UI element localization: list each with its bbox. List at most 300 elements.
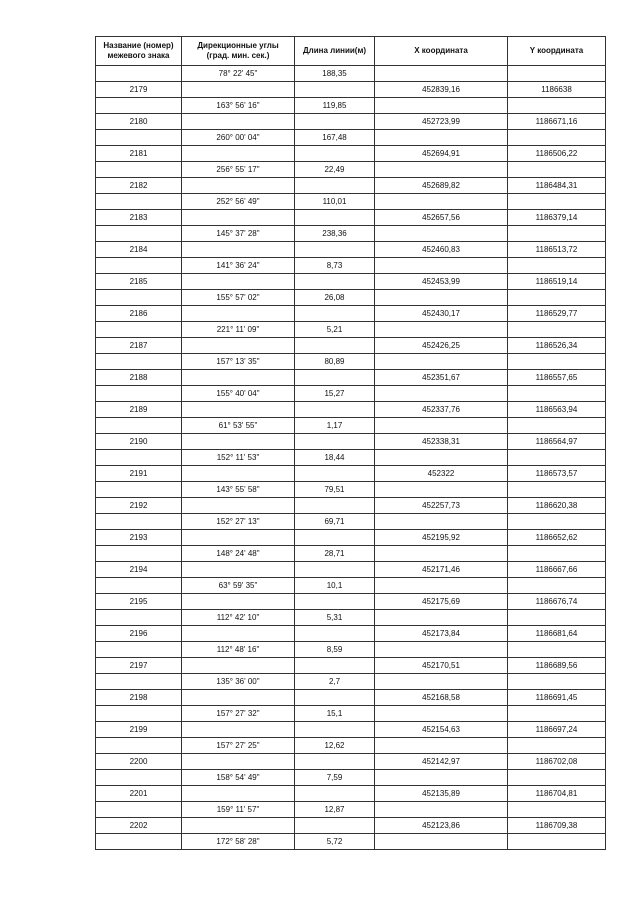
empty-cell (295, 146, 375, 162)
empty-cell (295, 210, 375, 226)
table-row (96, 594, 606, 610)
empty-cell (508, 578, 606, 594)
direction-angle: 157° 27' 32" (182, 706, 295, 722)
header-point-name-line2: межевого знака (107, 51, 170, 60)
empty-cell (375, 674, 508, 690)
x-coordinate: 452839,16 (375, 82, 508, 98)
line-length: 5,31 (295, 610, 375, 626)
empty-cell (295, 594, 375, 610)
empty-cell (295, 466, 375, 482)
direction-angle: 152° 27' 13" (182, 514, 295, 530)
empty-cell (96, 674, 182, 690)
y-coordinate: 1186704,81 (508, 786, 606, 802)
empty-cell (96, 354, 182, 370)
line-length: 22,49 (295, 162, 375, 178)
y-coordinate: 1186519,14 (508, 274, 606, 290)
direction-angle: 135° 36' 00" (182, 674, 295, 690)
table-row (96, 82, 606, 98)
empty-cell (295, 114, 375, 130)
empty-cell (375, 66, 508, 82)
line-length: 5,21 (295, 322, 375, 338)
point-name: 2181 (96, 146, 182, 162)
empty-cell (375, 130, 508, 146)
empty-cell (96, 98, 182, 114)
y-coordinate: 1186620,38 (508, 498, 606, 514)
empty-cell (96, 226, 182, 242)
empty-cell (375, 354, 508, 370)
direction-angle: 158° 54' 49" (182, 770, 295, 786)
table-row (96, 194, 606, 210)
empty-cell (182, 818, 295, 834)
line-length: 188,35 (295, 66, 375, 82)
line-length: 8,59 (295, 642, 375, 658)
empty-cell (508, 194, 606, 210)
empty-cell (182, 274, 295, 290)
table-row (96, 226, 606, 242)
empty-cell (508, 66, 606, 82)
empty-cell (96, 194, 182, 210)
empty-cell (508, 258, 606, 274)
table-row (96, 450, 606, 466)
x-coordinate: 452195,92 (375, 530, 508, 546)
direction-angle: 112° 48' 16" (182, 642, 295, 658)
empty-cell (375, 642, 508, 658)
empty-cell (295, 274, 375, 290)
table-row (96, 418, 606, 434)
table-row (96, 642, 606, 658)
table-row (96, 786, 606, 802)
table-row (96, 162, 606, 178)
line-length: 110,01 (295, 194, 375, 210)
y-coordinate: 1186484,31 (508, 178, 606, 194)
y-coordinate: 1186573,57 (508, 466, 606, 482)
empty-cell (182, 402, 295, 418)
empty-cell (375, 610, 508, 626)
empty-cell (96, 546, 182, 562)
line-length: 5,72 (295, 834, 375, 850)
x-coordinate: 452430,17 (375, 306, 508, 322)
table-row (96, 690, 606, 706)
x-coordinate: 452123,86 (375, 818, 508, 834)
empty-cell (508, 482, 606, 498)
empty-cell (182, 338, 295, 354)
line-length: 2,7 (295, 674, 375, 690)
empty-cell (96, 482, 182, 498)
table-row (96, 354, 606, 370)
empty-cell (182, 626, 295, 642)
empty-cell (182, 178, 295, 194)
empty-cell (375, 290, 508, 306)
empty-cell (508, 386, 606, 402)
empty-cell (295, 626, 375, 642)
empty-cell (295, 818, 375, 834)
empty-cell (295, 242, 375, 258)
point-name: 2189 (96, 402, 182, 418)
y-coordinate: 1186563,94 (508, 402, 606, 418)
coordinates-table (95, 36, 606, 850)
table-row (96, 626, 606, 642)
y-coordinate: 1186638 (508, 82, 606, 98)
empty-cell (295, 82, 375, 98)
direction-angle: 63° 59' 35" (182, 578, 295, 594)
y-coordinate: 1186676,74 (508, 594, 606, 610)
empty-cell (508, 738, 606, 754)
line-length: 7,59 (295, 770, 375, 786)
direction-angle: 155° 57' 02" (182, 290, 295, 306)
table-row (96, 722, 606, 738)
direction-angle: 61° 53' 55" (182, 418, 295, 434)
empty-cell (295, 722, 375, 738)
table-row (96, 482, 606, 498)
empty-cell (96, 802, 182, 818)
empty-cell (375, 514, 508, 530)
header-line-length: Длина линии(м) (295, 37, 375, 66)
y-coordinate: 1186667,66 (508, 562, 606, 578)
y-coordinate: 1186379,14 (508, 210, 606, 226)
empty-cell (182, 498, 295, 514)
empty-cell (508, 802, 606, 818)
empty-cell (182, 690, 295, 706)
line-length: 26,08 (295, 290, 375, 306)
table-row (96, 578, 606, 594)
table-row (96, 402, 606, 418)
empty-cell (182, 306, 295, 322)
empty-cell (96, 610, 182, 626)
empty-cell (295, 530, 375, 546)
x-coordinate: 452142,97 (375, 754, 508, 770)
empty-cell (375, 322, 508, 338)
line-length: 80,89 (295, 354, 375, 370)
empty-cell (295, 402, 375, 418)
x-coordinate: 452694,91 (375, 146, 508, 162)
table-row (96, 562, 606, 578)
line-length: 15,1 (295, 706, 375, 722)
empty-cell (508, 130, 606, 146)
line-length: 18,44 (295, 450, 375, 466)
y-coordinate: 1186526,34 (508, 338, 606, 354)
point-name: 2187 (96, 338, 182, 354)
direction-angle: 256° 55' 17" (182, 162, 295, 178)
point-name: 2201 (96, 786, 182, 802)
table-row (96, 338, 606, 354)
table-row (96, 658, 606, 674)
x-coordinate: 452135,89 (375, 786, 508, 802)
direction-angle: 252° 56' 49" (182, 194, 295, 210)
table-row (96, 322, 606, 338)
empty-cell (508, 706, 606, 722)
direction-angle: 172° 58' 28" (182, 834, 295, 850)
empty-cell (96, 386, 182, 402)
table-row (96, 274, 606, 290)
empty-cell (295, 562, 375, 578)
x-coordinate: 452338,31 (375, 434, 508, 450)
header-point-name (96, 37, 182, 66)
empty-cell (96, 514, 182, 530)
table-row (96, 818, 606, 834)
point-name: 2200 (96, 754, 182, 770)
line-length: 238,36 (295, 226, 375, 242)
empty-cell (375, 738, 508, 754)
y-coordinate: 1186702,08 (508, 754, 606, 770)
direction-angle: 78° 22' 45" (182, 66, 295, 82)
point-name: 2188 (96, 370, 182, 386)
empty-cell (182, 146, 295, 162)
empty-cell (96, 834, 182, 850)
empty-cell (508, 770, 606, 786)
empty-cell (295, 786, 375, 802)
point-name: 2190 (96, 434, 182, 450)
x-coordinate: 452351,67 (375, 370, 508, 386)
table-row (96, 674, 606, 690)
x-coordinate: 452173,84 (375, 626, 508, 642)
point-name: 2196 (96, 626, 182, 642)
y-coordinate: 1186506,22 (508, 146, 606, 162)
empty-cell (182, 82, 295, 98)
direction-angle: 157° 13' 35" (182, 354, 295, 370)
empty-cell (508, 226, 606, 242)
empty-cell (96, 322, 182, 338)
table-row (96, 754, 606, 770)
y-coordinate: 1186513,72 (508, 242, 606, 258)
point-name: 2202 (96, 818, 182, 834)
x-coordinate: 452257,73 (375, 498, 508, 514)
direction-angle: 157° 27' 25" (182, 738, 295, 754)
line-length: 10,1 (295, 578, 375, 594)
y-coordinate: 1186681,64 (508, 626, 606, 642)
empty-cell (508, 354, 606, 370)
y-coordinate: 1186529,77 (508, 306, 606, 322)
direction-angle: 148° 24' 48" (182, 546, 295, 562)
empty-cell (96, 578, 182, 594)
table-row (96, 98, 606, 114)
table-row (96, 66, 606, 82)
line-length: 167,48 (295, 130, 375, 146)
direction-angle: 141° 36' 24" (182, 258, 295, 274)
y-coordinate: 1186709,38 (508, 818, 606, 834)
empty-cell (375, 226, 508, 242)
x-coordinate: 452171,46 (375, 562, 508, 578)
table-row (96, 306, 606, 322)
table-row (96, 498, 606, 514)
header-x-coordinate: X координата (375, 37, 508, 66)
point-name: 2180 (96, 114, 182, 130)
point-name: 2183 (96, 210, 182, 226)
table-row (96, 706, 606, 722)
empty-cell (295, 434, 375, 450)
empty-cell (295, 754, 375, 770)
empty-cell (182, 786, 295, 802)
y-coordinate: 1186689,56 (508, 658, 606, 674)
empty-cell (375, 450, 508, 466)
empty-cell (96, 162, 182, 178)
empty-cell (375, 386, 508, 402)
x-coordinate: 452154,63 (375, 722, 508, 738)
direction-angle: 112° 42' 10" (182, 610, 295, 626)
point-name: 2184 (96, 242, 182, 258)
x-coordinate: 452723,99 (375, 114, 508, 130)
header-direction-angle-line2: (град. мин. сек.) (206, 51, 270, 60)
table-body (96, 66, 606, 850)
line-length: 12,62 (295, 738, 375, 754)
y-coordinate: 1186671,16 (508, 114, 606, 130)
empty-cell (96, 66, 182, 82)
header-point-name-line1: Название (номер) (103, 41, 174, 50)
point-name: 2198 (96, 690, 182, 706)
point-name: 2179 (96, 82, 182, 98)
empty-cell (182, 242, 295, 258)
empty-cell (508, 546, 606, 562)
table-row (96, 434, 606, 450)
point-name: 2197 (96, 658, 182, 674)
y-coordinate: 1186564,97 (508, 434, 606, 450)
direction-angle: 163° 56' 16" (182, 98, 295, 114)
point-name: 2186 (96, 306, 182, 322)
point-name: 2191 (96, 466, 182, 482)
empty-cell (508, 642, 606, 658)
table-row (96, 610, 606, 626)
table-row (96, 258, 606, 274)
empty-cell (375, 546, 508, 562)
x-coordinate: 452453,99 (375, 274, 508, 290)
y-coordinate: 1186697,24 (508, 722, 606, 738)
empty-cell (182, 658, 295, 674)
point-name: 2194 (96, 562, 182, 578)
empty-cell (375, 770, 508, 786)
empty-cell (182, 466, 295, 482)
line-length: 8,73 (295, 258, 375, 274)
empty-cell (375, 834, 508, 850)
empty-cell (375, 194, 508, 210)
x-coordinate: 452657,56 (375, 210, 508, 226)
table-row (96, 466, 606, 482)
point-name: 2185 (96, 274, 182, 290)
table-row (96, 210, 606, 226)
empty-cell (375, 162, 508, 178)
empty-cell (182, 722, 295, 738)
empty-cell (295, 370, 375, 386)
empty-cell (182, 594, 295, 610)
empty-cell (295, 178, 375, 194)
empty-cell (375, 578, 508, 594)
point-name: 2195 (96, 594, 182, 610)
table-row (96, 834, 606, 850)
coordinates-sheet (95, 36, 605, 850)
empty-cell (508, 450, 606, 466)
table-header-row (96, 37, 606, 66)
empty-cell (295, 690, 375, 706)
direction-angle: 143° 55' 58" (182, 482, 295, 498)
table-row (96, 178, 606, 194)
empty-cell (508, 290, 606, 306)
empty-cell (295, 658, 375, 674)
line-length: 1,17 (295, 418, 375, 434)
empty-cell (96, 418, 182, 434)
empty-cell (96, 258, 182, 274)
empty-cell (375, 482, 508, 498)
x-coordinate: 452175,69 (375, 594, 508, 610)
empty-cell (508, 322, 606, 338)
direction-angle: 145° 37' 28" (182, 226, 295, 242)
table-row (96, 130, 606, 146)
line-length: 119,85 (295, 98, 375, 114)
header-direction-angle-line1: Дирекционные углы (197, 41, 279, 50)
table-row (96, 802, 606, 818)
line-length: 79,51 (295, 482, 375, 498)
line-length: 69,71 (295, 514, 375, 530)
empty-cell (508, 162, 606, 178)
empty-cell (508, 674, 606, 690)
point-name: 2193 (96, 530, 182, 546)
empty-cell (508, 834, 606, 850)
empty-cell (508, 418, 606, 434)
empty-cell (182, 114, 295, 130)
y-coordinate: 1186652,62 (508, 530, 606, 546)
line-length: 15,27 (295, 386, 375, 402)
header-y-coordinate: Y координата (508, 37, 606, 66)
empty-cell (375, 802, 508, 818)
direction-angle: 260° 00' 04" (182, 130, 295, 146)
table-row (96, 146, 606, 162)
table-row (96, 530, 606, 546)
empty-cell (295, 498, 375, 514)
table-row (96, 242, 606, 258)
empty-cell (96, 450, 182, 466)
empty-cell (295, 306, 375, 322)
x-coordinate: 452322 (375, 466, 508, 482)
empty-cell (96, 642, 182, 658)
empty-cell (96, 290, 182, 306)
empty-cell (508, 514, 606, 530)
table-row (96, 114, 606, 130)
table-row (96, 386, 606, 402)
direction-angle: 221° 11' 09" (182, 322, 295, 338)
empty-cell (182, 754, 295, 770)
point-name: 2192 (96, 498, 182, 514)
header-direction-angle (182, 37, 295, 66)
table-row (96, 370, 606, 386)
empty-cell (375, 418, 508, 434)
x-coordinate: 452689,82 (375, 178, 508, 194)
empty-cell (182, 370, 295, 386)
point-name: 2199 (96, 722, 182, 738)
direction-angle: 155° 40' 04" (182, 386, 295, 402)
empty-cell (508, 98, 606, 114)
empty-cell (375, 98, 508, 114)
point-name: 2182 (96, 178, 182, 194)
table-row (96, 290, 606, 306)
direction-angle: 159° 11' 57" (182, 802, 295, 818)
y-coordinate: 1186557,65 (508, 370, 606, 386)
empty-cell (375, 258, 508, 274)
empty-cell (182, 530, 295, 546)
y-coordinate: 1186691,45 (508, 690, 606, 706)
line-length: 28,71 (295, 546, 375, 562)
x-coordinate: 452460,83 (375, 242, 508, 258)
empty-cell (182, 434, 295, 450)
empty-cell (182, 562, 295, 578)
direction-angle: 152° 11' 53" (182, 450, 295, 466)
empty-cell (182, 210, 295, 226)
table-row (96, 546, 606, 562)
empty-cell (96, 738, 182, 754)
x-coordinate: 452426,25 (375, 338, 508, 354)
x-coordinate: 452168,58 (375, 690, 508, 706)
empty-cell (96, 706, 182, 722)
empty-cell (295, 338, 375, 354)
x-coordinate: 452337,76 (375, 402, 508, 418)
table-row (96, 738, 606, 754)
table-row (96, 514, 606, 530)
